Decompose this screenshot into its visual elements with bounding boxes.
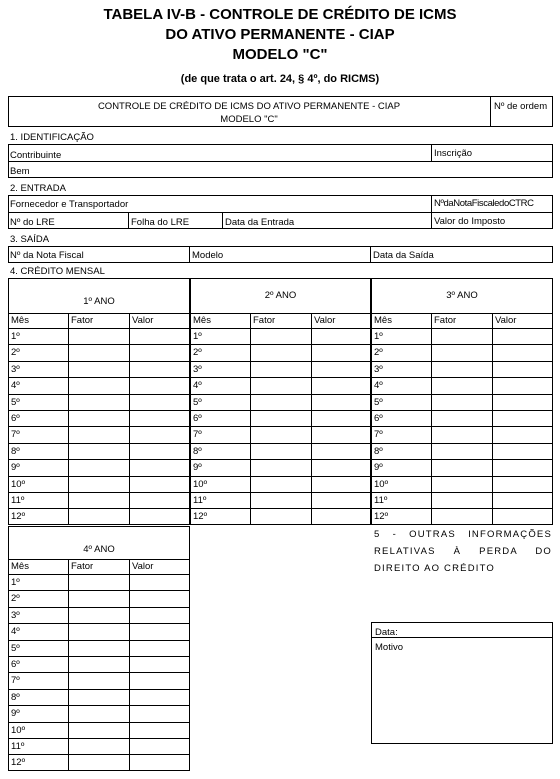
- col-mes-header: Mês: [11, 561, 29, 572]
- month-label: 6º: [374, 413, 383, 424]
- month-valor-cell[interactable]: [311, 476, 371, 492]
- month-fator-cell[interactable]: [68, 738, 129, 754]
- col-fator-header: Fator: [434, 315, 457, 326]
- month-valor-cell[interactable]: [129, 459, 190, 475]
- month-fator-cell[interactable]: [68, 590, 129, 606]
- month-valor-cell[interactable]: [129, 344, 190, 360]
- col-valor-header: Valor: [314, 315, 336, 326]
- section-identificacao-title: 1. IDENTIFICAÇÃO: [10, 132, 94, 143]
- month-valor-cell[interactable]: [311, 459, 371, 475]
- month-fator-cell[interactable]: [68, 443, 129, 459]
- month-valor-cell[interactable]: [311, 344, 371, 360]
- saida-box: [8, 246, 553, 263]
- header-box-line2: MODELO "C": [220, 114, 278, 125]
- month-label: 12º: [11, 511, 26, 523]
- month-valor-cell[interactable]: [492, 328, 553, 344]
- month-valor-cell[interactable]: [311, 492, 371, 508]
- month-fator-cell[interactable]: [431, 328, 492, 344]
- month-fator-cell[interactable]: [250, 492, 311, 508]
- month-label: 12º: [374, 511, 389, 523]
- form-title-line1: TABELA IV-B - CONTROLE DE CRÉDITO DE ICMS: [103, 6, 457, 23]
- month-fator-cell[interactable]: [68, 656, 129, 672]
- month-valor-cell[interactable]: [492, 476, 553, 492]
- month-valor-cell[interactable]: [129, 738, 190, 754]
- month-valor-cell[interactable]: [129, 672, 190, 688]
- month-label: 10º: [193, 478, 208, 490]
- month-valor-cell[interactable]: [129, 590, 190, 606]
- month-label: 2º: [11, 593, 20, 605]
- contribuinte-field[interactable]: Contribuinte: [10, 150, 62, 161]
- month-valor-cell[interactable]: [492, 426, 553, 442]
- month-fator-cell[interactable]: [68, 361, 129, 377]
- month-fator-cell[interactable]: [68, 492, 129, 508]
- year-heading: 2º ANO: [264, 290, 297, 301]
- month-label: 6º: [11, 659, 20, 670]
- month-fator-cell[interactable]: [250, 394, 311, 410]
- inscricao-field[interactable]: Inscrição: [434, 148, 473, 159]
- perda-credito-box: [371, 622, 553, 744]
- month-fator-cell[interactable]: [68, 574, 129, 590]
- month-valor-cell[interactable]: [129, 640, 190, 656]
- month-valor-cell[interactable]: [129, 656, 190, 672]
- month-fator-cell[interactable]: [68, 459, 129, 475]
- month-fator-cell[interactable]: [68, 328, 129, 344]
- month-valor-cell[interactable]: [311, 410, 371, 426]
- month-fator-cell[interactable]: [68, 344, 129, 360]
- month-label: 4º: [11, 626, 20, 638]
- month-valor-cell[interactable]: [129, 689, 190, 705]
- month-valor-cell[interactable]: [129, 410, 190, 426]
- month-valor-cell[interactable]: [311, 443, 371, 459]
- month-label: 10º: [374, 478, 389, 490]
- col-fator-header: Fator: [253, 315, 276, 326]
- month-valor-cell[interactable]: [492, 377, 553, 393]
- data-saida-field[interactable]: Data da Saída: [373, 250, 434, 261]
- month-fator-cell[interactable]: [68, 410, 129, 426]
- month-valor-cell[interactable]: [129, 722, 190, 738]
- month-label: 12º: [193, 511, 208, 523]
- col-valor-header: Valor: [495, 315, 517, 326]
- month-fator-cell[interactable]: [431, 361, 492, 377]
- motivo-field[interactable]: Motivo: [375, 642, 403, 653]
- month-label: 6º: [11, 413, 20, 424]
- month-fator-cell[interactable]: [431, 476, 492, 492]
- month-label: 11º: [11, 741, 25, 752]
- month-valor-cell[interactable]: [492, 410, 553, 426]
- col-fator-header: Fator: [71, 561, 94, 572]
- month-fator-cell[interactable]: [68, 476, 129, 492]
- month-valor-cell[interactable]: [129, 443, 190, 459]
- month-fator-cell[interactable]: [431, 426, 492, 442]
- month-label: 2º: [374, 347, 383, 359]
- month-fator-cell[interactable]: [250, 361, 311, 377]
- month-valor-cell[interactable]: [129, 394, 190, 410]
- col-mes-header: Mês: [374, 315, 392, 326]
- year-heading: 1º ANO: [83, 296, 115, 307]
- month-fator-cell[interactable]: [68, 705, 129, 721]
- month-fator-cell[interactable]: [431, 443, 492, 459]
- folha-lre-field[interactable]: Folha do LRE: [131, 217, 190, 228]
- month-fator-cell[interactable]: [250, 443, 311, 459]
- month-valor-cell[interactable]: [492, 361, 553, 377]
- month-valor-cell[interactable]: [492, 344, 553, 360]
- month-label: 9º: [374, 462, 383, 474]
- month-label: 10º: [11, 478, 26, 490]
- form-title-line3: MODELO "C": [232, 46, 328, 63]
- month-valor-cell[interactable]: [129, 574, 190, 590]
- month-fator-cell[interactable]: [250, 476, 311, 492]
- month-fator-cell[interactable]: [68, 722, 129, 738]
- month-label: 1º: [374, 331, 383, 342]
- month-label: 4º: [193, 380, 202, 392]
- order-number-label: Nº de ordem: [494, 101, 548, 112]
- month-fator-cell[interactable]: [431, 377, 492, 393]
- month-label: 11º: [11, 495, 25, 506]
- month-valor-cell[interactable]: [492, 508, 553, 524]
- num-lre-field[interactable]: Nº do LRE: [10, 217, 55, 228]
- month-label: 8º: [374, 445, 383, 457]
- month-valor-cell[interactable]: [311, 377, 371, 393]
- month-valor-cell[interactable]: [492, 492, 553, 508]
- month-label: 8º: [11, 445, 20, 457]
- month-fator-cell[interactable]: [68, 394, 129, 410]
- month-fator-cell[interactable]: [250, 377, 311, 393]
- month-label: 1º: [11, 577, 20, 588]
- month-fator-cell[interactable]: [68, 426, 129, 442]
- month-valor-cell[interactable]: [311, 328, 371, 344]
- section-credito-title: 4. CRÉDITO MENSAL: [10, 266, 105, 277]
- year-heading: 3º ANO: [446, 290, 478, 301]
- month-label: 5º: [11, 642, 20, 654]
- fornecedor-field[interactable]: Fornecedor e Transportador: [10, 199, 129, 210]
- valor-imposto-field[interactable]: Valor do Imposto: [434, 216, 506, 227]
- month-label: 4º: [11, 380, 20, 392]
- month-label: 3º: [11, 609, 20, 621]
- month-label: 9º: [11, 462, 20, 474]
- month-fator-cell[interactable]: [431, 394, 492, 410]
- col-valor-header: Valor: [132, 561, 154, 572]
- month-label: 5º: [374, 396, 383, 408]
- modelo-field[interactable]: Modelo: [192, 250, 224, 261]
- month-valor-cell[interactable]: [129, 623, 190, 639]
- month-valor-cell[interactable]: [129, 377, 190, 393]
- month-label: 11º: [193, 495, 207, 506]
- month-label: 7º: [11, 675, 20, 687]
- outras-informacoes-text: 5 - OUTRAS INFORMAÇÕES RELATIVAS À PERDA DO DIREITO AO CRÉDITO: [374, 529, 552, 574]
- month-valor-cell[interactable]: [129, 508, 190, 524]
- month-valor-cell[interactable]: [311, 426, 371, 442]
- month-label: 8º: [193, 445, 202, 457]
- month-valor-cell[interactable]: [311, 394, 371, 410]
- col-valor-header: Valor: [132, 315, 154, 326]
- month-fator-cell[interactable]: [431, 344, 492, 360]
- month-label: 2º: [11, 347, 20, 359]
- month-fator-cell[interactable]: [68, 607, 129, 623]
- month-fator-cell[interactable]: [68, 672, 129, 688]
- month-fator-cell[interactable]: [250, 410, 311, 426]
- month-label: 4º: [374, 380, 383, 392]
- form-title-line2: DO ATIVO PERMANENTE - CIAP: [165, 26, 395, 43]
- month-fator-cell[interactable]: [68, 689, 129, 705]
- month-label: 1º: [11, 331, 20, 342]
- month-valor-cell[interactable]: [129, 607, 190, 623]
- month-label: 8º: [11, 691, 20, 703]
- month-valor-cell[interactable]: [492, 394, 553, 410]
- month-fator-cell[interactable]: [431, 508, 492, 524]
- data-entrada-field[interactable]: Data da Entrada: [225, 217, 295, 228]
- month-label: 11º: [374, 495, 388, 506]
- bem-field[interactable]: Bem: [10, 166, 30, 177]
- month-fator-cell[interactable]: [68, 508, 129, 524]
- month-valor-cell[interactable]: [129, 426, 190, 442]
- year-heading: 4º ANO: [83, 544, 115, 555]
- month-fator-cell[interactable]: [250, 328, 311, 344]
- month-label: 2º: [193, 347, 202, 359]
- month-label: 3º: [11, 363, 20, 375]
- month-valor-cell[interactable]: [129, 361, 190, 377]
- month-fator-cell[interactable]: [431, 410, 492, 426]
- month-label: 3º: [193, 363, 202, 375]
- month-fator-cell[interactable]: [431, 492, 492, 508]
- month-label: 7º: [11, 429, 20, 441]
- month-fator-cell[interactable]: [68, 377, 129, 393]
- month-valor-cell[interactable]: [311, 508, 371, 524]
- month-valor-cell[interactable]: [129, 705, 190, 721]
- month-label: 9º: [193, 462, 202, 474]
- month-fator-cell[interactable]: [250, 426, 311, 442]
- col-mes-header: Mês: [193, 315, 211, 326]
- month-valor-cell[interactable]: [492, 443, 553, 459]
- nota-fiscal-saida-field[interactable]: Nº da Nota Fiscal: [10, 250, 84, 261]
- month-valor-cell[interactable]: [129, 476, 190, 492]
- form-subtitle: (de que trata o art. 24, § 4º, do RICMS): [180, 73, 380, 85]
- month-fator-cell[interactable]: [250, 459, 311, 475]
- month-fator-cell[interactable]: [68, 623, 129, 639]
- month-fator-cell[interactable]: [68, 754, 129, 770]
- data-field[interactable]: Data:: [375, 627, 398, 638]
- month-valor-cell[interactable]: [129, 754, 190, 770]
- nota-fiscal-ctrc-field[interactable]: NºdaNotaFiscaledoCTRC: [434, 198, 534, 209]
- month-label: 7º: [374, 429, 383, 441]
- month-valor-cell[interactable]: [311, 361, 371, 377]
- col-fator-header: Fator: [71, 315, 94, 326]
- month-label: 7º: [193, 429, 202, 441]
- month-label: 5º: [11, 396, 20, 408]
- section-saida-title: 3. SAÍDA: [10, 234, 50, 245]
- month-valor-cell[interactable]: [492, 459, 553, 475]
- month-label: 5º: [193, 396, 202, 408]
- month-label: 12º: [11, 757, 26, 769]
- month-fator-cell[interactable]: [431, 459, 492, 475]
- month-label: 10º: [11, 724, 26, 736]
- section-entrada-title: 2. ENTRADA: [10, 183, 66, 194]
- month-label: 9º: [11, 708, 20, 720]
- header-box-line1: CONTROLE DE CRÉDITO DE ICMS DO ATIVO PERMANENTE - CIAP: [97, 101, 401, 112]
- col-mes-header: Mês: [11, 315, 29, 326]
- month-label: 3º: [374, 363, 383, 375]
- month-label: 6º: [193, 413, 202, 424]
- month-valor-cell[interactable]: [129, 328, 190, 344]
- month-fator-cell[interactable]: [250, 344, 311, 360]
- month-valor-cell[interactable]: [129, 492, 190, 508]
- month-fator-cell[interactable]: [250, 508, 311, 524]
- month-label: 1º: [193, 331, 202, 342]
- month-fator-cell[interactable]: [68, 640, 129, 656]
